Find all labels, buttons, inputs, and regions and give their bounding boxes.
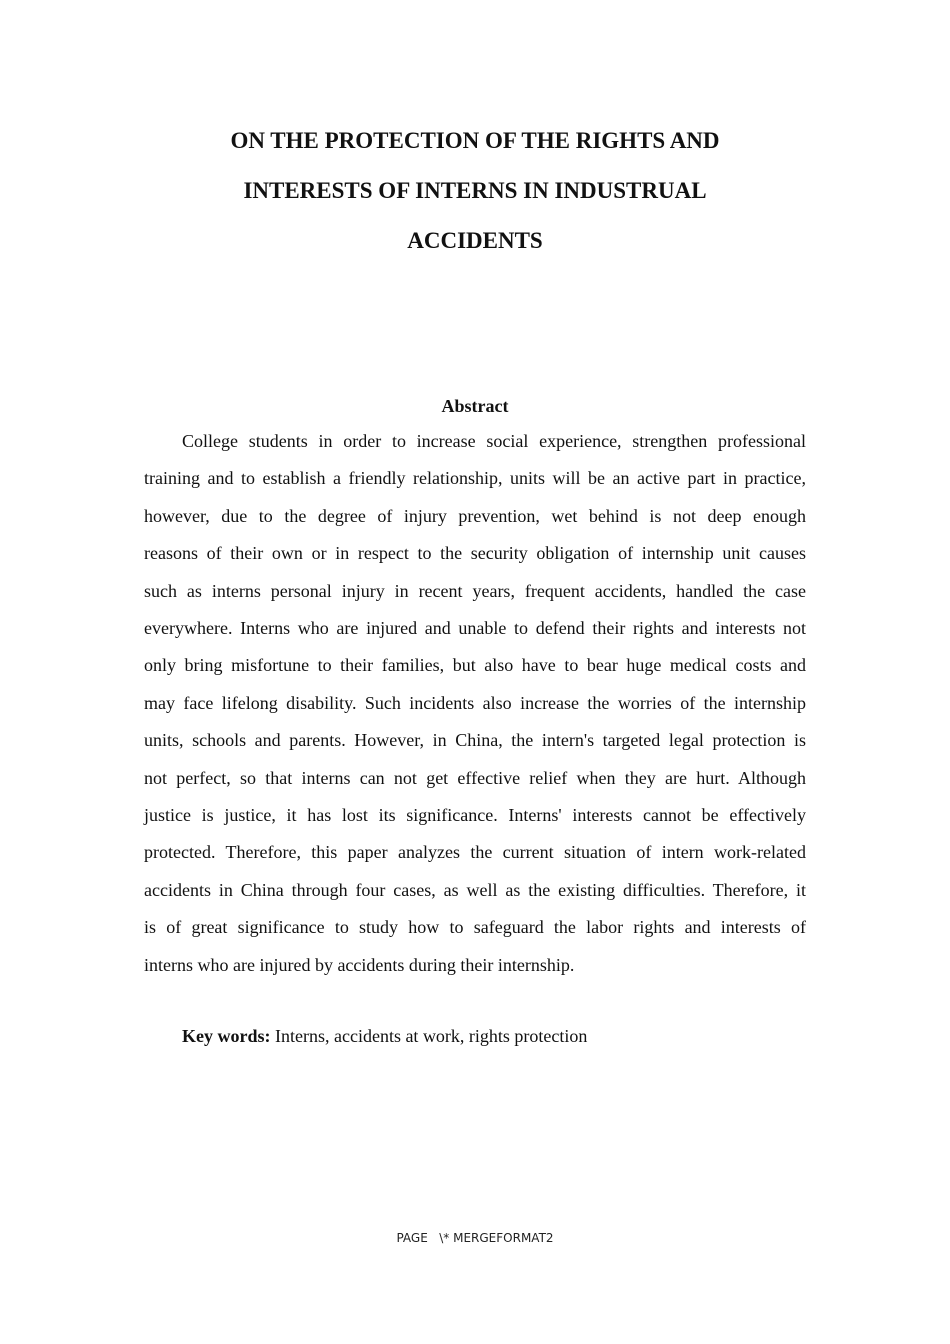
abstract-line: is of great significance to study how to safeguard the labor rights and interests of: [144, 917, 806, 938]
abstract-paragraph: [144, 423, 806, 984]
abstract-line: not perfect, so that interns can not get effective relief when they are hurt. Although: [144, 767, 806, 788]
abstract-line: such as interns personal injury in recent years, frequent accidents, handled the case: [144, 580, 806, 601]
abstract-line: accidents in China through four cases, as well as the existing difficulties. Therefore, it: [144, 879, 806, 900]
abstract-line: justice is justice, it has lost its significance. Interns' interests cannot be effectively: [144, 805, 806, 826]
abstract-line: reasons of their own or in respect to the security obligation of internship unit causes: [144, 543, 806, 564]
abstract-line: interns who are injured by accidents during their internship.: [144, 954, 575, 975]
abstract-line: training and to establish a friendly relationship, units will be an active part in practice,: [144, 468, 806, 489]
keywords: [182, 1022, 587, 1050]
title-line: INTERESTS OF INTERNS IN INDUSTRUAL: [243, 178, 707, 203]
abstract-line: protected. Therefore, this paper analyzes the current situation of intern work-related: [144, 842, 806, 863]
abstract-line: College students in order to increase social experience, strengthen professional: [182, 431, 806, 451]
abstract-line: however, due to the degree of injury prevention, wet behind is not deep enough: [144, 505, 806, 526]
keywords-label: Key words:: [182, 1026, 271, 1046]
page-footer: PAGE \* MERGEFORMAT2: [396, 1231, 554, 1245]
title-line: ON THE PROTECTION OF THE RIGHTS AND: [230, 128, 720, 153]
abstract-heading: Abstract: [441, 396, 509, 416]
abstract-line: only bring misfortune to their families, but also have to bear huge medical costs and: [144, 655, 806, 676]
abstract-line: units, schools and parents. However, in China, the intern's targeted legal protection is: [144, 730, 806, 751]
title-line: ACCIDENTS: [407, 228, 543, 253]
abstract-line: may face lifelong disability. Such incidents also increase the worries of the internship: [144, 692, 806, 713]
document-title: [144, 116, 806, 266]
abstract-line: everywhere. Interns who are injured and unable to defend their rights and interests not: [144, 618, 806, 639]
keywords-text: Interns, accidents at work, rights protection: [270, 1026, 588, 1046]
